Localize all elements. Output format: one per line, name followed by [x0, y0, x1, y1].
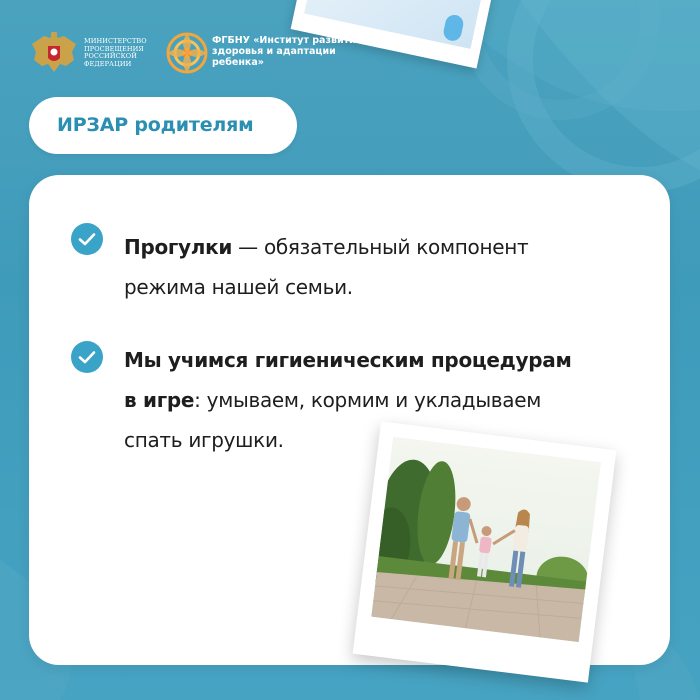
family-photo	[353, 421, 617, 682]
list-item: Прогулки — обязательный компонент режима нашей семьи.	[124, 235, 529, 299]
family-walking-image	[371, 437, 601, 642]
section-badge-label: ИРЗАР родителям	[57, 114, 254, 136]
checkmark-icon	[71, 341, 103, 373]
institute-name: ФГБНУ «Институт развития, здоровья и адаптации ребенка»	[212, 35, 366, 68]
item-bold-text: Прогулки	[124, 235, 233, 259]
checkmark-icon	[71, 223, 103, 255]
ministry-name: МИНИСТЕРСТВО ПРОСВЕЩЕНИЯ РОССИЙСКОЙ ФЕДЕРАЦИИ	[84, 37, 147, 68]
list-item: Мы учимся гигиеническим процедурам в игре: умываем, кормим и укладываем спать игрушки.	[124, 348, 572, 452]
coat-of-arms-icon	[30, 30, 78, 76]
institute-logo-icon	[166, 32, 208, 74]
section-badge	[29, 97, 297, 154]
item-bold-text: в игре	[124, 388, 195, 412]
item-bold-text: Мы учимся гигиеническим процедурам	[124, 348, 572, 372]
